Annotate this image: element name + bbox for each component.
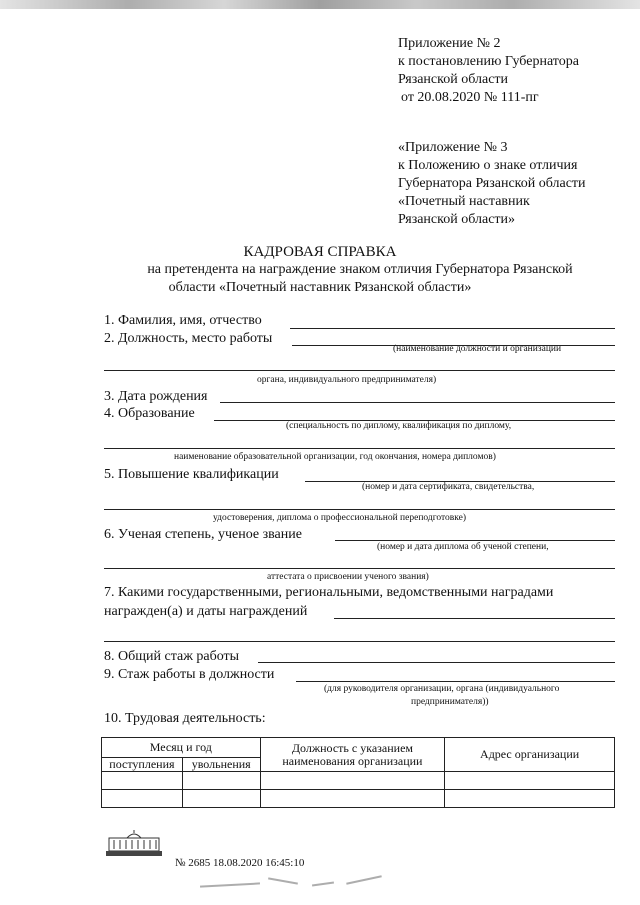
field-9-hint-1: (для руководителя организации, органа (индивидуального — [324, 684, 560, 694]
table-cell[interactable] — [445, 790, 615, 808]
field-4-label: 4. Образование — [104, 406, 195, 421]
field-2-hint-2: органа, индивидуального предпринимателя) — [257, 375, 437, 385]
field-6-label: 6. Ученая степень, ученое звание — [104, 527, 302, 542]
appendix-line-2: к постановлению Губернатора — [398, 54, 579, 69]
header-fire: увольнения — [182, 758, 260, 772]
header-position-line-2: наименования организации — [282, 753, 423, 768]
appendix3-line-4: «Почетный наставник — [398, 194, 530, 209]
field-6-hint-2: аттестата о присвоении ученого звания) — [267, 572, 429, 582]
header-hire: поступления — [102, 758, 183, 772]
handwriting-scribble — [200, 882, 260, 887]
appendix3-line-3: Губернатора Рязанской области — [398, 176, 586, 191]
table-cell[interactable] — [182, 790, 260, 808]
field-7-line-2[interactable] — [104, 641, 615, 642]
field-6-line[interactable] — [335, 540, 615, 541]
appendix3-line-1: «Приложение № 3 — [398, 140, 508, 155]
field-2-hint-1: (наименование должности и организации — [393, 344, 562, 354]
field-9-hint-2: предпринимателя)) — [411, 697, 489, 707]
field-5-label: 5. Повышение квалификации — [104, 467, 279, 482]
header-position-line-1: Должность с указанием — [291, 740, 414, 755]
field-2-line-2[interactable] — [104, 370, 615, 371]
table-cell[interactable] — [182, 772, 260, 790]
table-cell[interactable] — [102, 790, 183, 808]
appendix3-line-2: к Положению о знаке отличия — [398, 158, 578, 173]
scan-top-band — [0, 0, 640, 9]
appendix-line-4: от 20.08.2020 № 111-пг — [401, 90, 539, 105]
document-subtitle-1: на претендента на награждение знаком отличия Губернатора Рязанской — [147, 262, 573, 277]
document-title: КАДРОВАЯ СПРАВКА — [243, 244, 397, 260]
field-8-label: 8. Общий стаж работы — [104, 649, 240, 664]
field-4-line-2[interactable] — [104, 448, 615, 449]
field-4-hint-2: наименование образовательной организации, год окончания, номера дипломов) — [174, 452, 496, 462]
appendix-line-1: Приложение № 2 — [398, 36, 501, 51]
handwriting-scribble — [346, 875, 382, 884]
field-1-line[interactable] — [290, 328, 615, 329]
field-7-line[interactable] — [334, 618, 615, 619]
field-6-hint-1: (номер и дата диплома об ученой степени, — [377, 542, 549, 552]
field-5-hint-1: (номер и дата сертификата, свидетельства, — [362, 482, 535, 492]
document-subtitle-2: области «Почетный наставник Рязанской области» — [168, 280, 472, 295]
field-9-line[interactable] — [296, 681, 615, 682]
field-4-hint-1: (специальность по диплому, квалификация по диплому, — [286, 421, 512, 431]
employment-table — [101, 737, 615, 808]
building-emblem-icon — [105, 829, 163, 859]
table-cell[interactable] — [260, 772, 445, 790]
handwriting-scribble — [312, 881, 334, 886]
document-registration-number: № 2685 18.08.2020 16:45:10 — [175, 857, 305, 869]
table-cell[interactable] — [445, 772, 615, 790]
appendix3-line-5: Рязанской области» — [398, 212, 516, 227]
field-1-label: 1. Фамилия, имя, отчество — [104, 313, 262, 328]
table-cell[interactable] — [102, 772, 183, 790]
field-9-label: 9. Стаж работы в должности — [104, 667, 275, 682]
field-6-line-2[interactable] — [104, 568, 615, 569]
field-3-label: 3. Дата рождения — [104, 389, 208, 404]
appendix-line-3: Рязанской области — [398, 72, 509, 87]
field-7-label-line-2: награжден(а) и даты награждений — [104, 604, 308, 619]
header-position — [260, 738, 445, 772]
field-8-line[interactable] — [258, 662, 615, 663]
field-7-label-line-1: 7. Какими государственными, региональными, ведомственными наградами — [104, 585, 554, 600]
field-5-line-2[interactable] — [104, 509, 615, 510]
field-10-label: 10. Трудовая деятельность: — [104, 711, 266, 726]
field-3-line[interactable] — [220, 402, 615, 403]
table-cell[interactable] — [260, 790, 445, 808]
header-month-year: Месяц и год — [102, 738, 261, 758]
field-2-label: 2. Должность, место работы — [104, 331, 273, 346]
field-5-hint-2: удостоверения, диплома о профессиональной переподготовке) — [213, 513, 467, 523]
handwriting-scribble — [268, 877, 298, 884]
header-address: Адрес организации — [445, 738, 615, 772]
